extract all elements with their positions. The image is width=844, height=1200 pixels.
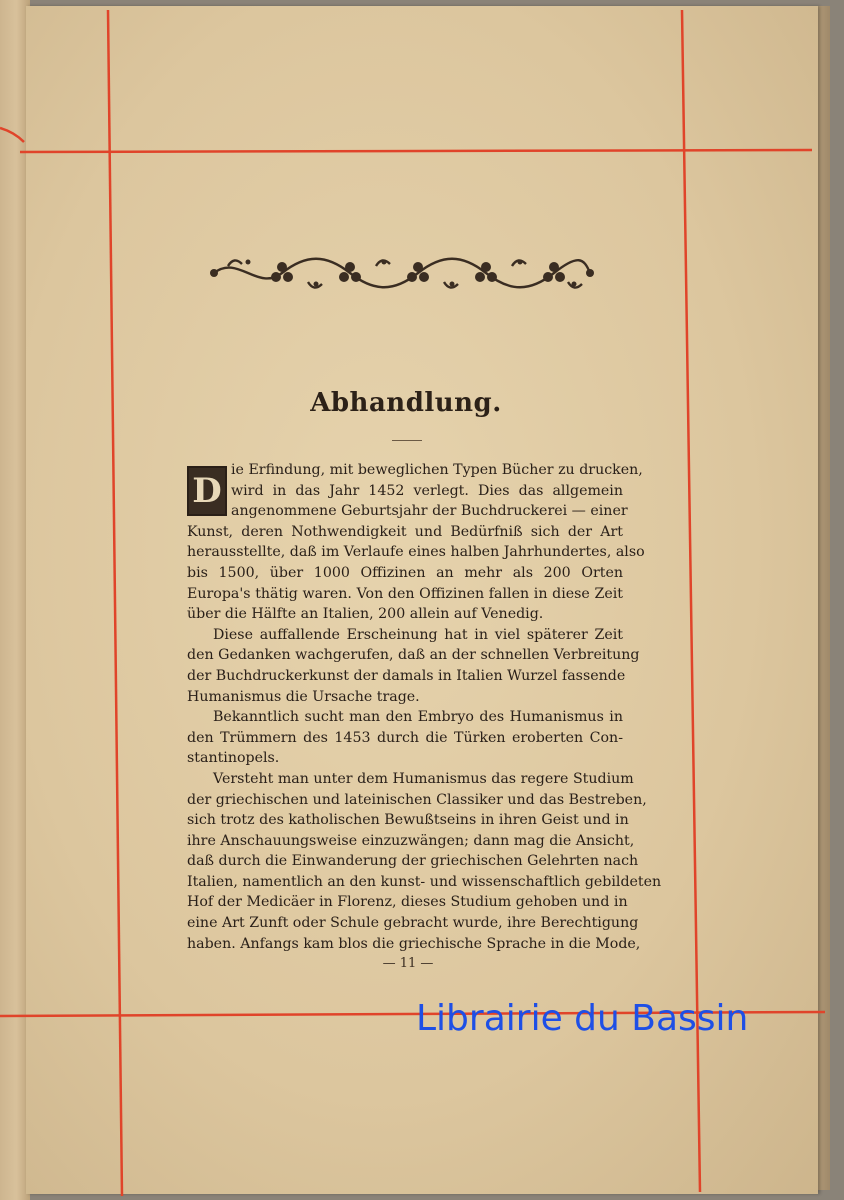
text-line: stantinopels. — [187, 750, 280, 767]
text-line: über die Hälfte an Italien, 200 allein auf Venedig. — [187, 606, 544, 623]
watermark-text: Librairie du Bassin — [416, 998, 749, 1039]
frame-line-prev-page — [0, 128, 24, 142]
body-text — [187, 460, 662, 954]
text-line: Hof der Medicäer in Florenz, dieses Studium gehoben und in — [187, 894, 628, 911]
text-line: Europa's thätig waren. Von den Offizinen fallen in diese Zeit — [187, 585, 623, 602]
text-line: angenommene Geburtsjahr der Buchdruckerei — einer — [231, 503, 628, 520]
text-line: Italien, namentlich an den kunst- und wissenschaftlich gebildeten — [187, 873, 662, 890]
text-line: den Gedanken wachgerufen, daß an der schnellen Verbreitung — [187, 647, 640, 664]
text-line: Bekanntlich sucht man den Embryo des Humanismus in — [213, 709, 623, 726]
text-line: wird in das Jahr 1452 verlegt. Dies das allgemein — [231, 482, 623, 499]
text-line: haben. Anfangs kam blos die griechische Sprache in die Mode, — [187, 935, 641, 952]
text-line: der griechischen und lateinischen Classiker und das Bestreben, — [187, 791, 647, 808]
text-line: sich trotz des katholischen Bewußtseins in ihren Geist und in — [187, 812, 629, 829]
text-line: Humanismus die Ursache trage. — [187, 688, 420, 705]
text-line: der Buchdruckerkunst der damals in Italien Wurzel fassende — [187, 667, 626, 684]
text-line: ie Erfindung, mit beweglichen Typen Bücher zu drucken, — [231, 462, 643, 478]
text-line: eine Art Zunft oder Schule gebracht wurde, ihre Berechtigung — [187, 915, 639, 932]
text-line: daß durch die Einwanderung der griechischen Gelehrten nach — [187, 853, 639, 870]
page-title: Abhandlung. — [310, 388, 502, 418]
text-line: den Trümmern des 1453 durch die Türken eroberten Con- — [187, 729, 623, 746]
frame-line-left — [108, 10, 122, 1196]
text-line: herausstellte, daß im Verlaufe eines halben Jahrhundertes, also — [187, 544, 645, 561]
text-line: Diese auffallende Erscheinung hat in viel späterer Zeit — [213, 626, 623, 643]
text-line: Kunst, deren Nothwendigkeit und Bedürfniß sich der Art — [187, 523, 623, 540]
title-divider — [392, 440, 422, 441]
text-line: ihre Anschauungsweise einzuzwängen; dann mag die Ansicht, — [187, 832, 635, 849]
text-line: Versteht man unter dem Humanismus das regere Studium — [213, 770, 634, 787]
text-line: bis 1500, über 1000 Offizinen an mehr als 200 Orten — [187, 564, 623, 581]
decorative-vine-ornament — [208, 252, 596, 294]
page-number: — 11 — — [382, 956, 434, 971]
drop-cap-initial: D — [187, 466, 227, 516]
frame-line-top — [20, 150, 812, 152]
